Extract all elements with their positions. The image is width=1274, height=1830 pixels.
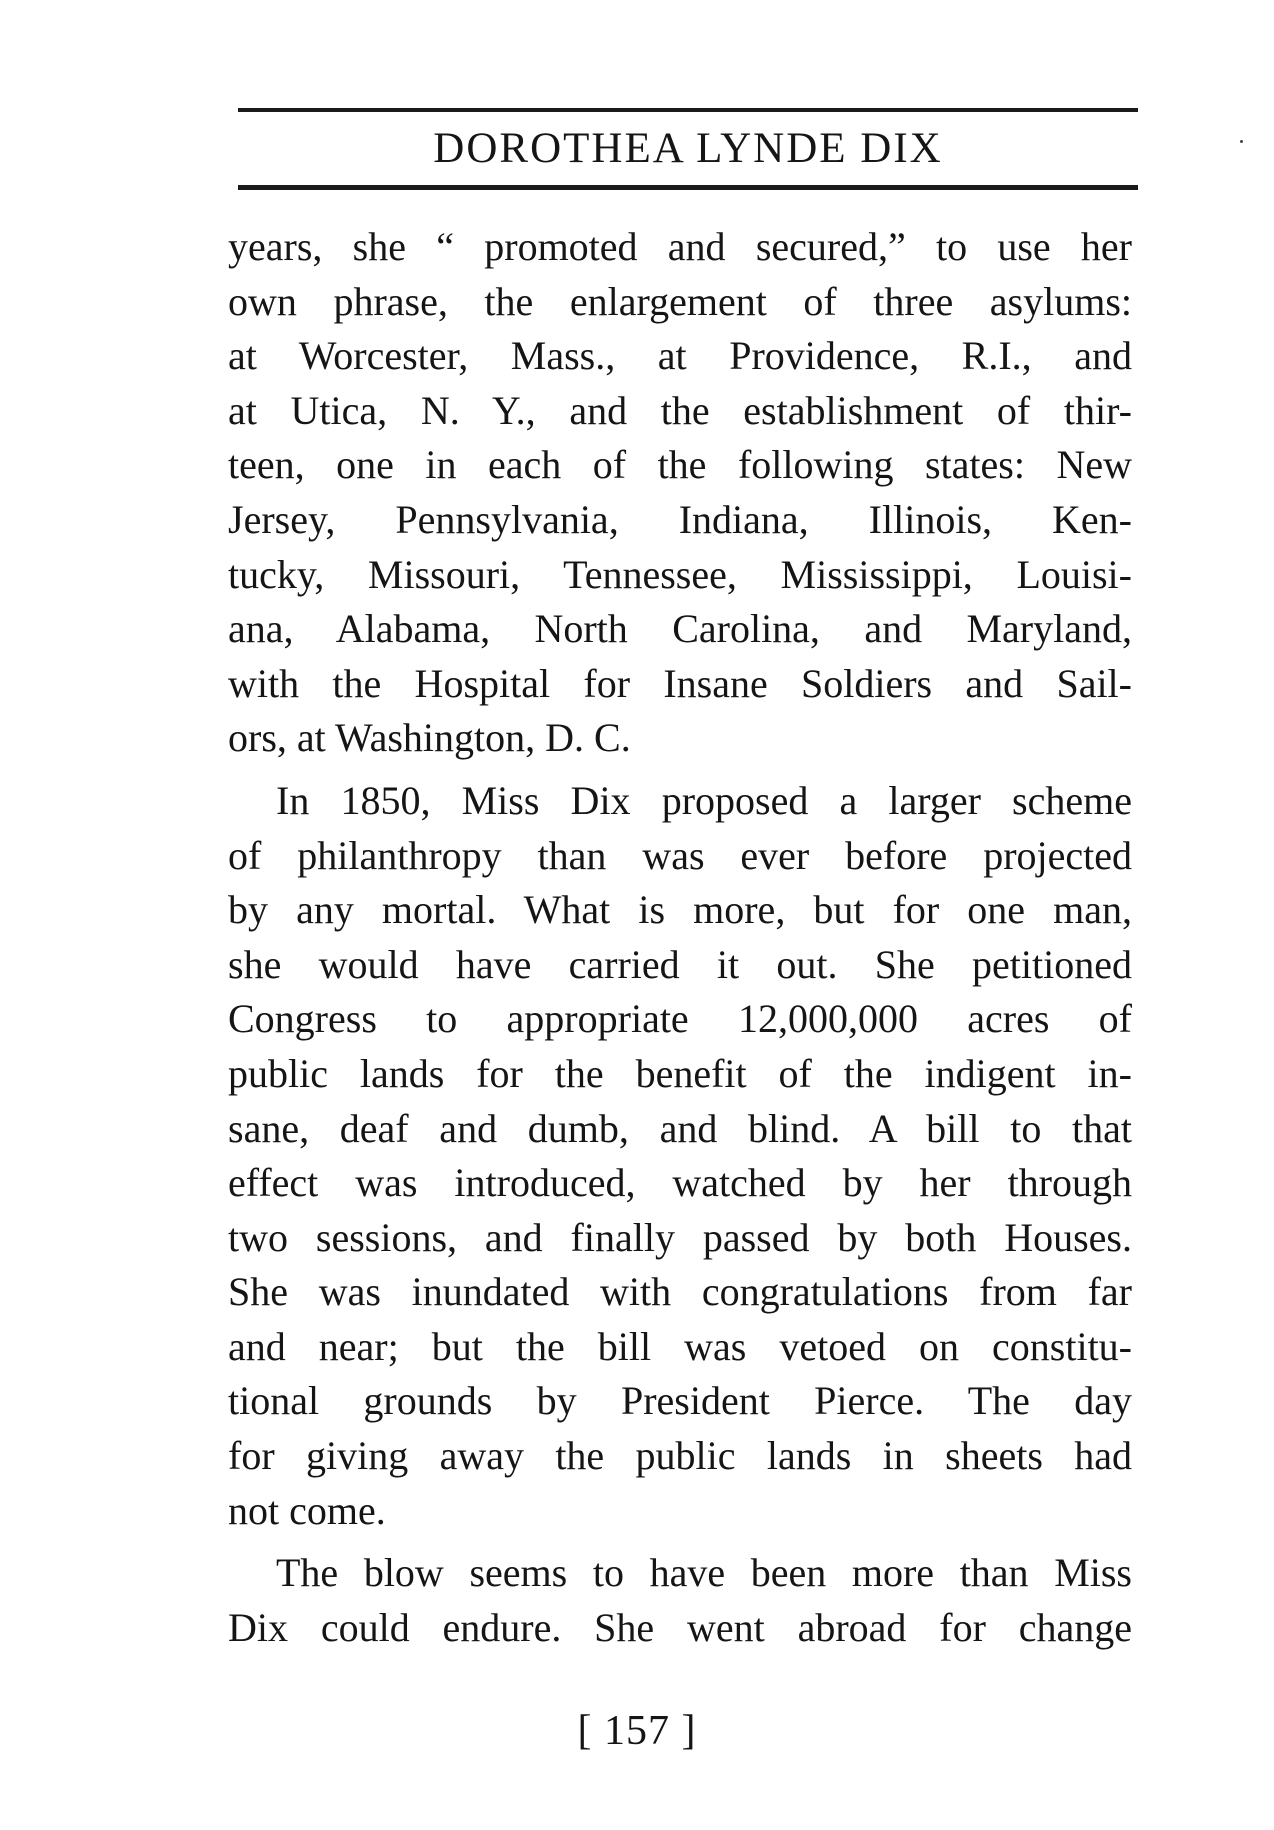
text-line: of philanthropy than was ever before projected (228, 832, 1132, 878)
text-line: and near; but the bill was vetoed on constitu- (228, 1323, 1132, 1369)
text-line: effect was introduced, watched by her through (228, 1160, 1132, 1206)
text-line: not come. (228, 1487, 386, 1533)
header-rule-top (238, 108, 1138, 112)
running-head: DOROTHEA LYNDE DIX (433, 125, 943, 172)
text-line: In 1850, Miss Dix proposed a larger scheme (276, 777, 1132, 823)
text-line: tional grounds by President Pierce. The day (228, 1378, 1132, 1424)
text-line: teen, one in each of the following states: New (228, 442, 1132, 488)
page-number: [ 157 ] (577, 1708, 697, 1754)
text-line: Congress to appropriate 12,000,000 acres of (228, 996, 1132, 1042)
text-line: years, she “ promoted and secured,” to use her (228, 224, 1132, 269)
header-rule-bottom (238, 185, 1138, 190)
body-text (228, 220, 1132, 1655)
text-line: at Worcester, Mass., at Providence, R.I., and (228, 333, 1132, 379)
text-line: tucky, Missouri, Tennessee, Mississippi, Louisi- (228, 551, 1132, 597)
text-line: with the Hospital for Insane Soldiers and Sail- (228, 660, 1132, 706)
text-line: public lands for the benefit of the indigent in- (228, 1050, 1132, 1096)
text-line: Dix could endure. She went abroad for change (228, 1604, 1132, 1650)
paragraph-gap (228, 1538, 1132, 1546)
text-line: she would have carried it out. She petitioned (228, 941, 1132, 987)
text-line: She was inundated with congratulations from far (228, 1269, 1132, 1315)
text-line: for giving away the public lands in sheets had (228, 1433, 1132, 1479)
text-line: by any mortal. What is more, but for one man, (228, 887, 1132, 933)
text-line: sane, deaf and dumb, and blind. A bill to that (228, 1105, 1132, 1151)
text-line: two sessions, and finally passed by both Houses. (228, 1214, 1132, 1260)
paragraph-gap (228, 766, 1132, 774)
text-line: ors, at Washington, D. C. (228, 715, 631, 761)
text-line: Jersey, Pennsylvania, Indiana, Illinois, Ken- (228, 496, 1132, 542)
text-line: The blow seems to have been more than Miss (276, 1550, 1132, 1596)
text-line: own phrase, the enlargement of three asylums: (228, 278, 1132, 324)
print-speck (1240, 140, 1243, 143)
text-line: ana, Alabama, North Carolina, and Maryland, (228, 606, 1132, 652)
text-line: at Utica, N. Y., and the establishment of thir- (228, 387, 1132, 433)
